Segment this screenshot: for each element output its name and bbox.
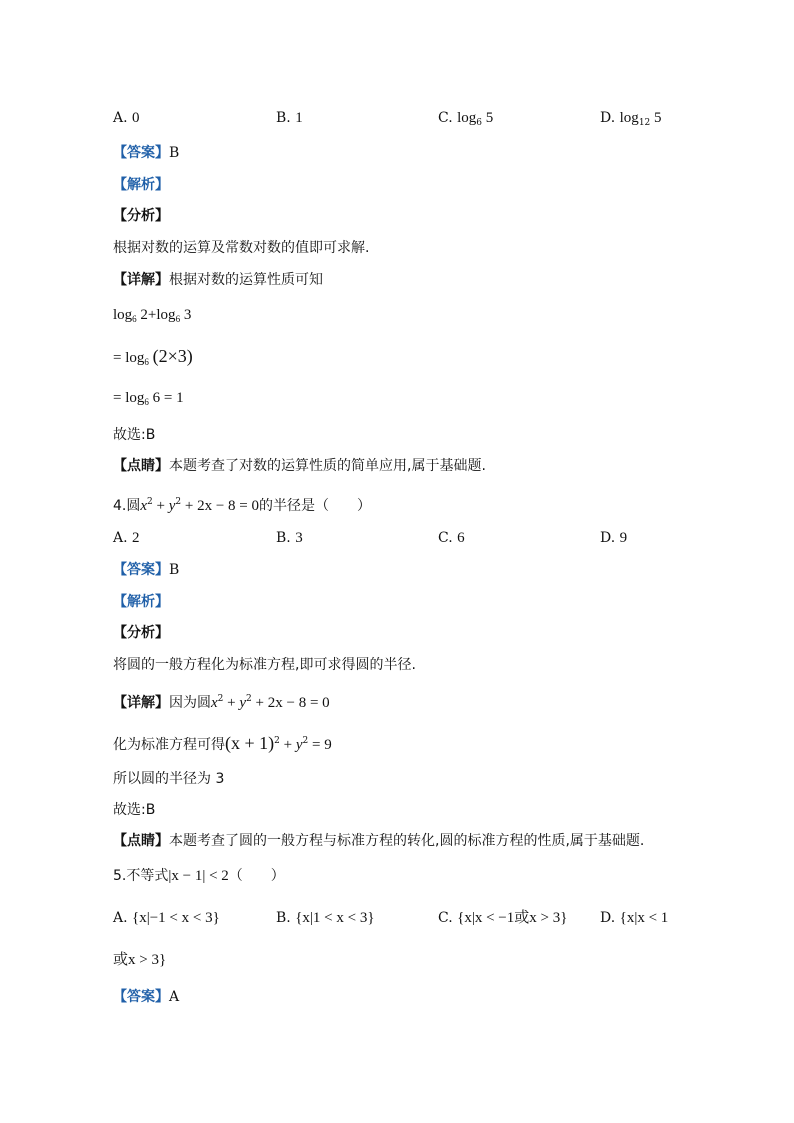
- q5-option-d-continued: 或x > 3}: [113, 952, 167, 968]
- q4-dianjing-line: 【点睛】本题考查了圆的一般方程与标准方程的转化,圆的标准方程的性质,属于基础题.: [113, 833, 645, 849]
- q3-option-b: B. 1: [276, 110, 303, 126]
- q4-fenxi-tag: 【分析】: [113, 625, 169, 641]
- q3-option-d: D. $\log_{12} 5$: [600, 110, 662, 128]
- q3-xiangjie-line: 【详解】根据对数的运算性质可知: [113, 272, 323, 288]
- q3-fenxi-tag: 【分析】: [113, 208, 169, 224]
- q4-option-a: A. 2: [113, 530, 140, 546]
- q4-conclusion: 故选:B: [113, 802, 156, 818]
- q3-conclusion: 故选:B: [113, 427, 156, 443]
- q3-fenxi-text: 根据对数的运算及常数对数的值即可求解.: [113, 240, 370, 256]
- q3-eq1: $\log_6 2+\log_6$ 3: [113, 307, 192, 324]
- q4-analysis-tag: 【解析】: [113, 594, 169, 610]
- q4-xiangjie-line: 【详解】因为圆$x^2 + y^2 + 2x - 8 = 0$: [113, 694, 330, 711]
- q3-option-c: C. $\log_6 5$: [438, 110, 494, 128]
- q4-fenxi-text: 将圆的一般方程化为标准方程,即可求得圆的半径.: [113, 657, 416, 673]
- answer-tag: 【答案】: [113, 145, 169, 161]
- q5-option-a: A. {x|−1 < x < 3}: [113, 910, 220, 926]
- q4-stem: 4.圆$x^2 + y^2 + 2x - 8 = 0$的半径是（ ）: [113, 497, 372, 514]
- q3-option-a: A. 0: [113, 110, 140, 126]
- q5-answer-line: 【答案】A: [113, 989, 180, 1005]
- q3-eq3: = $\log_6 6 = 1$: [113, 390, 184, 407]
- q3-analysis-tag: 【解析】: [113, 177, 169, 193]
- q3-dianjing-line: 【点睛】本题考查了对数的运算性质的简单应用,属于基础题.: [113, 458, 486, 474]
- q5-option-c: C. {x|x < −1或x > 3}: [438, 910, 568, 926]
- q3-eq2: = $\log_6 (2\times 3)$: [113, 346, 193, 367]
- q4-option-d: D. 9: [600, 530, 628, 546]
- q5-option-b: B. {x|1 < x < 3}: [276, 910, 375, 926]
- q4-answer-line: 【答案】B: [113, 562, 180, 578]
- answer-value: B: [169, 145, 180, 161]
- q5-option-d: D. {x|x < 1: [600, 910, 669, 926]
- q4-std-line: 化为标准方程可得$(x + 1)^2 + y^2 = 9$: [113, 733, 332, 753]
- q5-stem: 5.不等式|x − 1| < 2（ ）: [113, 868, 285, 884]
- q4-option-c: C. 6: [438, 530, 465, 546]
- q3-answer-line: [113, 143, 179, 163]
- q4-option-b: B. 3: [276, 530, 303, 546]
- q4-radius-text: 所以圆的半径为 3: [113, 771, 225, 787]
